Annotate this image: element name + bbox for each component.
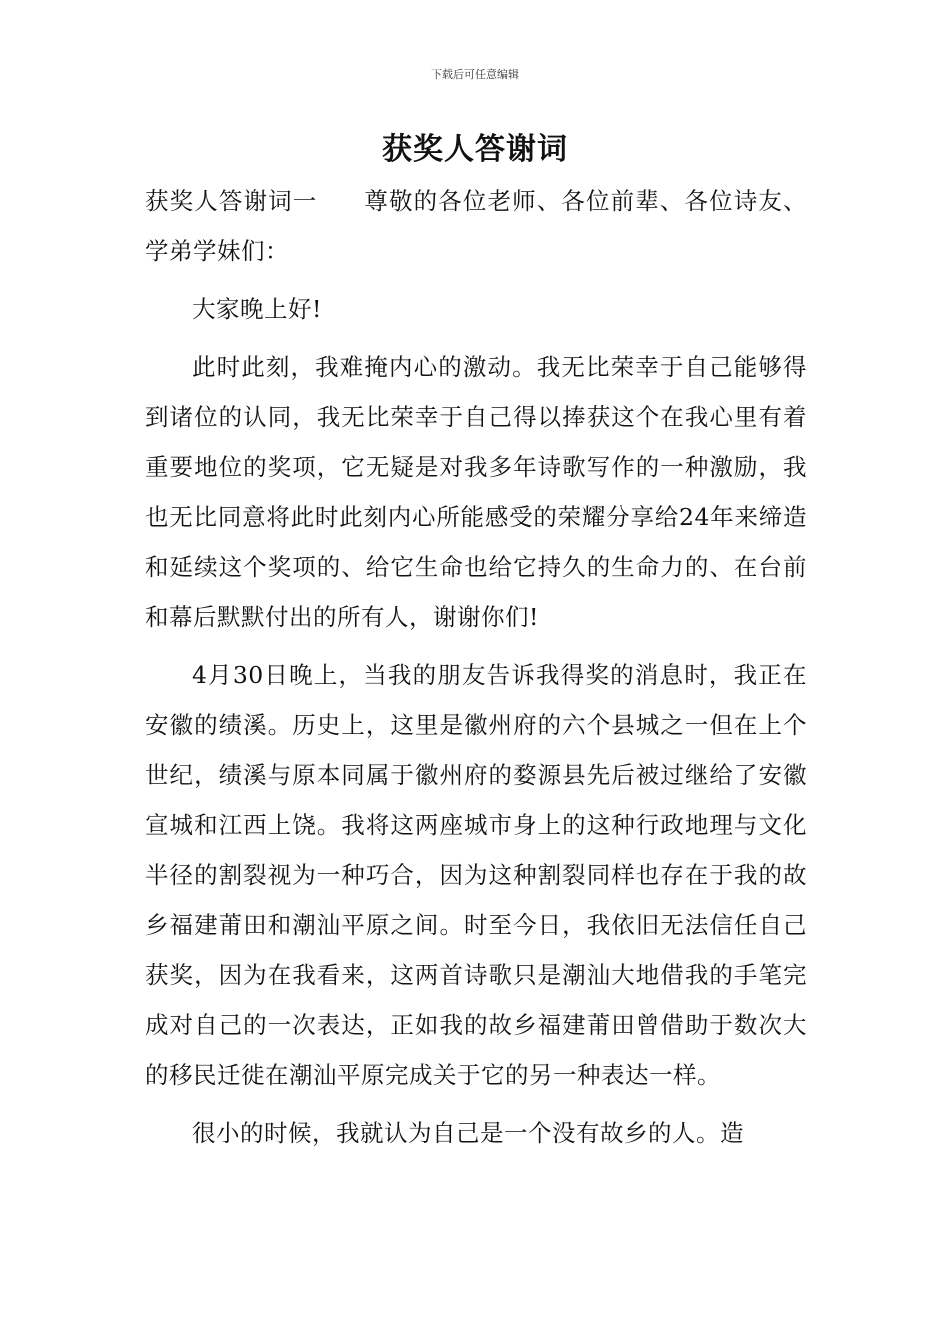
lead-label: 获奖人答谢词一 [145, 187, 318, 215]
page-header-note: 下载后可任意编辑 [431, 68, 519, 81]
document-title: 获奖人答谢词 [382, 132, 568, 167]
paragraph-childhood: 很小的时候，我就认为自己是一个没有故乡的人。造 [192, 1119, 744, 1147]
paragraph-gratitude: 此时此刻，我难掩内心的激动。我无比荣幸于自己能够得到诸位的认同，我无比荣幸于自己得以捧获这个在我心里有着重要地位的奖项，它无疑是对我多年诗歌写作的一种激励，我也无比同意将此时此刻内心所能感受的荣耀分享给24年来缔造和延续这个奖项的、给它生命也给它持久的生命力的、在台前和幕后默默付出的所有人，谢谢你们! [145, 353, 807, 631]
opening-paragraph [145, 176, 807, 276]
paragraph-story: 4月30日晚上，当我的朋友告诉我得奖的消息时，我正在安徽的绩溪。历史上，这里是徽州府的六个县城之一但在上个世纪，绩溪与原本同属于徽州府的婺源县先后被过继给了安徽宣城和江西上饶。我将这两座城市身上的这种行政地理与文化半径的割裂视为一种巧合，因为这种割裂同样也存在于我的故乡福建莆田和潮汕平原之间。时至今日，我依旧无法信任自己获奖，因为在我看来，这两首诗歌只是潮汕大地借我的手笔完成对自己的一次表达，正如我的故乡福建莆田曾借助于数次大的移民迁徙在潮汕平原完成关于它的另一种表达一样。 [145, 661, 807, 1089]
document-body [145, 176, 807, 1166]
paragraph-greeting: 大家晚上好! [192, 295, 322, 323]
salutation: 尊敬的各位老师、各位前辈、各位诗友、学弟学妹们： [145, 187, 807, 265]
